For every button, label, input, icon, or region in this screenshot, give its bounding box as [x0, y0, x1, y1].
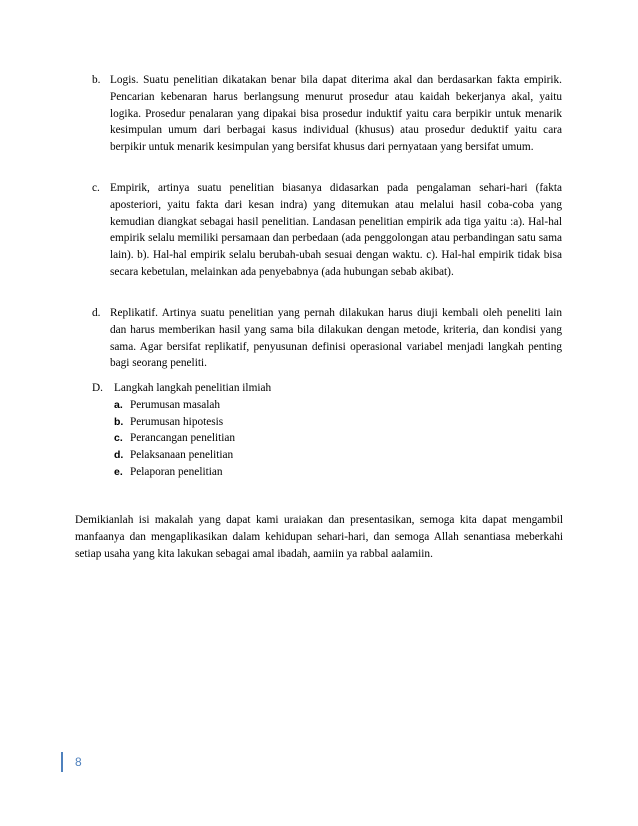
list-item-text: Empirik, artinya suatu penelitian biasanya didasarkan pada pengalaman sehari-hari (fakta aposteriori, yaitu fakta dari kesan indra) yang ditemukan atau melalui hasil coba-coba yang kemudian diangkat sebagai hasil penelitian. Landasan penelitian empirik ada tiga yaitu :a). Hal-hal empirik selalu memiliki persamaan dan perbedaan (ada penggolongan atau perbandingan satu sama lain). b). Hal-hal empirik selalu berubah-ubah sesuai dengan waktu. c). Hal-hal empirik tidak bisa secara kebetulan, melainkan ada penyebabnya (ada hubungan sebab akibat). — [110, 182, 562, 278]
list-item-replikatif — [92, 305, 562, 372]
step-marker: a. — [114, 398, 123, 411]
step-marker: d. — [114, 449, 124, 462]
list-marker: d. — [92, 307, 101, 319]
list-item-text: Replikatif. Artinya suatu penelitian yang pernah dilakukan harus diuji kembali oleh peneliti lain dan harus memberikan hasil yang sama bila dilakukan dengan metode, kriteria, dan kondisi yang sama. Agar bersifat replikatif, penyusunan definisi operasional variabel menjadi langkah penting bagi seorang peneliti. — [110, 307, 562, 370]
research-step-item — [114, 430, 562, 447]
research-steps-list — [114, 397, 562, 481]
list-item-logis — [92, 72, 562, 156]
footer-accent-bar — [61, 752, 63, 772]
section-heading: Langkah langkah penelitian ilmiah — [114, 382, 272, 394]
list-marker: c. — [92, 182, 100, 194]
list-marker: b. — [92, 74, 101, 86]
research-steps-section — [92, 380, 562, 481]
step-marker: b. — [114, 415, 124, 428]
list-item-text: Logis. Suatu penelitian dikatakan benar bila dapat diterima akal dan berdasarkan fakta empirik. Pencarian kebenaran harus berlangsung menurut prosedur atau kaidah bekerjanya akal, yaitu logika. Prosedur penalaran yang dipakai bisa prosedur induktif yaitu cara berpikir untuk menarik kesimpulan umum dari berbagai kasus individual (khusus) atau prosedur deduktif yaitu cara berpikir untuk menarik kesimpulan yang bersifat khusus dari pernyataan yang bersifat umum. — [110, 74, 562, 154]
research-step-item — [114, 414, 562, 431]
step-marker: e. — [114, 465, 123, 478]
step-text: Perancangan penelitian — [130, 432, 236, 445]
step-text: Perumusan hipotesis — [130, 415, 224, 428]
step-text: Pelaporan penelitian — [130, 465, 223, 478]
section-marker: D. — [92, 382, 103, 394]
list-item-empirik — [92, 180, 562, 281]
step-text: Perumusan masalah — [130, 398, 221, 411]
research-step-item — [114, 447, 562, 464]
step-text: Pelaksanaan penelitian — [130, 449, 234, 462]
research-step-item — [114, 464, 562, 481]
research-step-item — [114, 397, 562, 414]
page-number: 8 — [75, 755, 82, 769]
conclusion-paragraph: Demikianlah isi makalah yang dapat kami uraiakan dan presentasikan, semoga kita dapat mengambil manfaanya dan mengaplikasikan dalam kehidupan sehari-hari, dan semoga Allah senantiasa meberkahi setiap usaha yang kita lakukan sebagai amal ibadah, aamiin ya rabbal aalamiin. — [75, 514, 563, 560]
step-marker: c. — [114, 432, 123, 445]
